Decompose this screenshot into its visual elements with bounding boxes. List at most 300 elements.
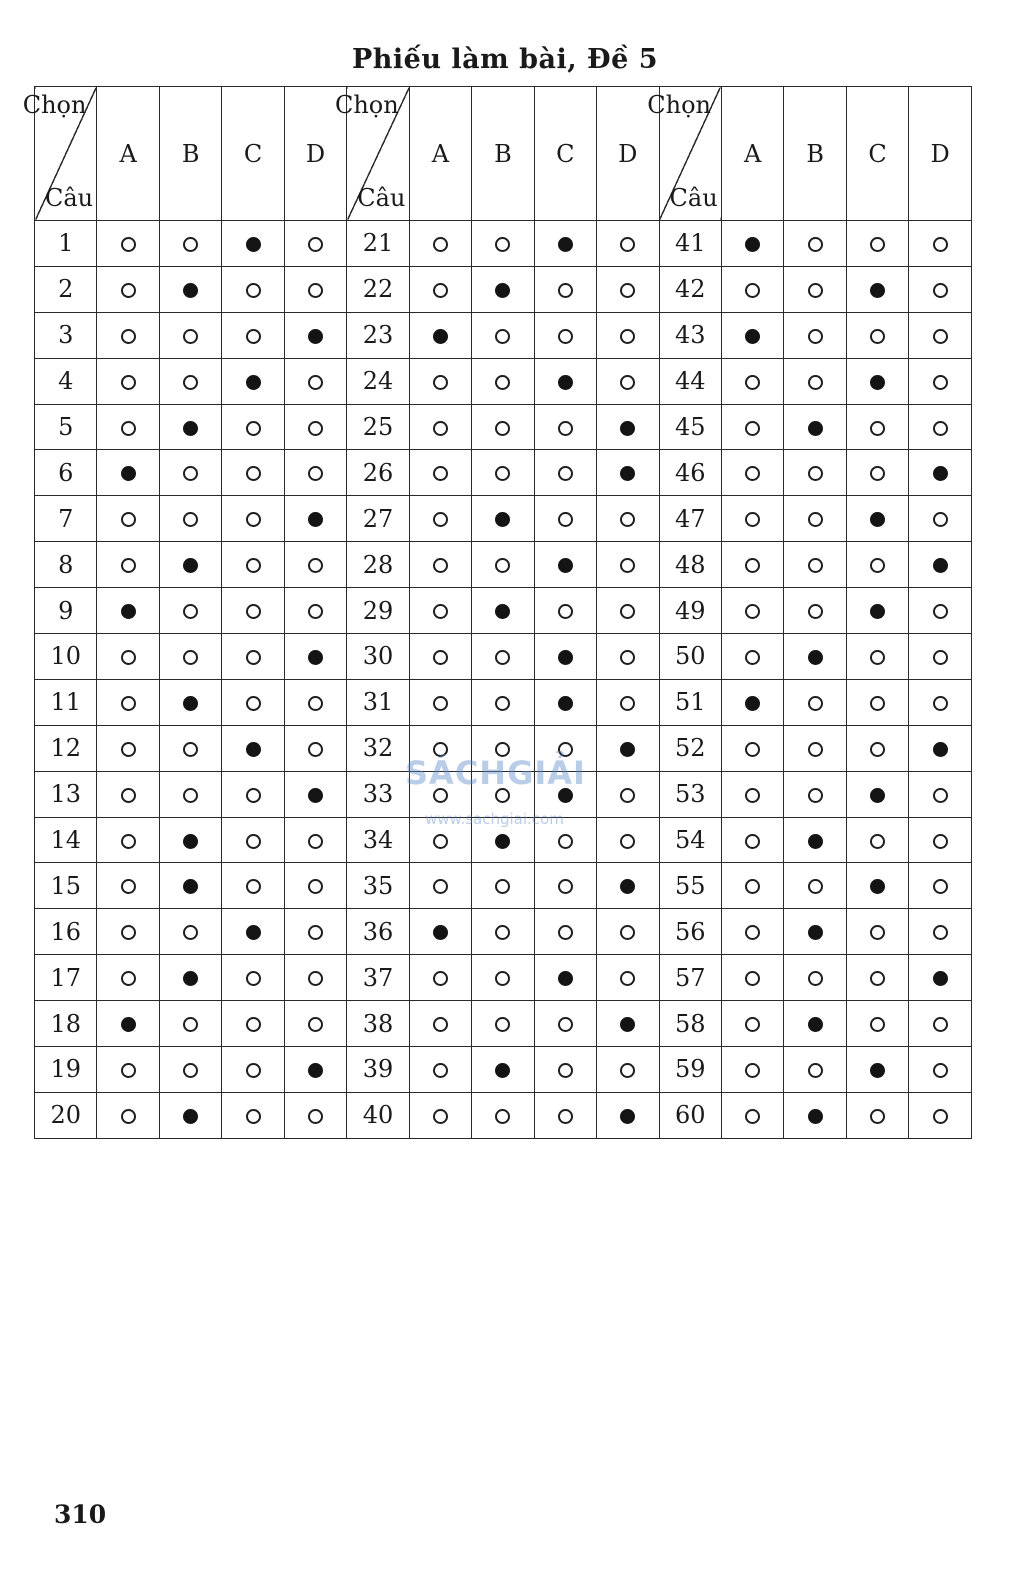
bubble-empty-icon[interactable] — [558, 1063, 573, 1078]
bubble-empty-icon[interactable] — [620, 375, 635, 390]
bubble-empty-icon[interactable] — [183, 788, 198, 803]
bubble-empty-icon[interactable] — [308, 971, 323, 986]
bubble-filled-icon[interactable] — [558, 650, 573, 665]
bubble-filled-icon[interactable] — [308, 788, 323, 803]
bubble-filled-icon[interactable] — [620, 1109, 635, 1124]
answer-cell — [284, 588, 346, 634]
bubble-empty-icon[interactable] — [808, 512, 823, 527]
bubble-filled-icon[interactable] — [246, 237, 261, 252]
question-number: 23 — [347, 312, 409, 358]
bubble-empty-icon[interactable] — [620, 834, 635, 849]
bubble-empty-icon[interactable] — [433, 466, 448, 481]
bubble-filled-icon[interactable] — [808, 421, 823, 436]
bubble-filled-icon[interactable] — [121, 604, 136, 619]
bubble-empty-icon[interactable] — [745, 466, 760, 481]
bubble-empty-icon[interactable] — [558, 1109, 573, 1124]
bubble-filled-icon[interactable] — [433, 329, 448, 344]
answer-cell — [721, 634, 783, 680]
bubble-empty-icon[interactable] — [121, 558, 136, 573]
bubble-filled-icon[interactable] — [121, 466, 136, 481]
bubble-empty-icon[interactable] — [808, 879, 823, 894]
bubble-empty-icon[interactable] — [745, 834, 760, 849]
bubble-empty-icon[interactable] — [745, 650, 760, 665]
answer-cell — [284, 1001, 346, 1047]
bubble-empty-icon[interactable] — [308, 1017, 323, 1032]
bubble-empty-icon[interactable] — [246, 696, 261, 711]
bubble-empty-icon[interactable] — [246, 558, 261, 573]
bubble-empty-icon[interactable] — [246, 329, 261, 344]
question-number: 29 — [347, 588, 409, 634]
bubble-filled-icon[interactable] — [183, 283, 198, 298]
bubble-empty-icon[interactable] — [933, 650, 948, 665]
bubble-empty-icon[interactable] — [433, 421, 448, 436]
bubble-empty-icon[interactable] — [870, 1017, 885, 1032]
bubble-empty-icon[interactable] — [121, 1063, 136, 1078]
bubble-empty-icon[interactable] — [246, 834, 261, 849]
bubble-empty-icon[interactable] — [870, 421, 885, 436]
bubble-empty-icon[interactable] — [745, 375, 760, 390]
bubble-empty-icon[interactable] — [121, 650, 136, 665]
table-row — [35, 358, 972, 404]
bubble-empty-icon[interactable] — [933, 696, 948, 711]
bubble-empty-icon[interactable] — [620, 971, 635, 986]
bubble-empty-icon[interactable] — [433, 558, 448, 573]
bubble-empty-icon[interactable] — [870, 237, 885, 252]
bubble-filled-icon[interactable] — [246, 742, 261, 757]
answer-cell — [846, 496, 908, 542]
bubble-empty-icon[interactable] — [745, 421, 760, 436]
answer-cell — [534, 863, 596, 909]
bubble-empty-icon[interactable] — [808, 558, 823, 573]
bubble-empty-icon[interactable] — [745, 512, 760, 527]
answer-cell — [97, 266, 159, 312]
bubble-empty-icon[interactable] — [933, 237, 948, 252]
bubble-empty-icon[interactable] — [308, 283, 323, 298]
bubble-empty-icon[interactable] — [933, 512, 948, 527]
bubble-empty-icon[interactable] — [870, 925, 885, 940]
header-choose-label: Chọn — [647, 91, 711, 119]
question-number: 47 — [659, 496, 721, 542]
bubble-filled-icon[interactable] — [183, 879, 198, 894]
bubble-empty-icon[interactable] — [558, 879, 573, 894]
bubble-empty-icon[interactable] — [183, 604, 198, 619]
bubble-empty-icon[interactable] — [808, 237, 823, 252]
answer-cell — [222, 266, 284, 312]
answer-cell — [597, 450, 659, 496]
bubble-filled-icon[interactable] — [495, 604, 510, 619]
bubble-empty-icon[interactable] — [870, 329, 885, 344]
bubble-empty-icon[interactable] — [433, 879, 448, 894]
bubble-empty-icon[interactable] — [308, 879, 323, 894]
bubble-filled-icon[interactable] — [808, 1109, 823, 1124]
bubble-filled-icon[interactable] — [183, 696, 198, 711]
bubble-empty-icon[interactable] — [808, 788, 823, 803]
bubble-empty-icon[interactable] — [745, 742, 760, 757]
question-number: 42 — [659, 266, 721, 312]
bubble-empty-icon[interactable] — [246, 283, 261, 298]
bubble-empty-icon[interactable] — [558, 604, 573, 619]
bubble-filled-icon[interactable] — [558, 558, 573, 573]
bubble-filled-icon[interactable] — [870, 788, 885, 803]
bubble-empty-icon[interactable] — [308, 834, 323, 849]
header-question-label: Câu — [45, 184, 94, 212]
answer-cell — [721, 542, 783, 588]
bubble-empty-icon[interactable] — [246, 1109, 261, 1124]
bubble-empty-icon[interactable] — [246, 512, 261, 527]
bubble-empty-icon[interactable] — [620, 237, 635, 252]
answer-cell — [472, 266, 534, 312]
answer-cell — [721, 817, 783, 863]
bubble-filled-icon[interactable] — [933, 742, 948, 757]
bubble-empty-icon[interactable] — [433, 971, 448, 986]
answer-cell — [721, 863, 783, 909]
bubble-empty-icon[interactable] — [121, 834, 136, 849]
bubble-empty-icon[interactable] — [745, 1063, 760, 1078]
bubble-filled-icon[interactable] — [808, 834, 823, 849]
bubble-empty-icon[interactable] — [433, 1017, 448, 1032]
bubble-filled-icon[interactable] — [870, 283, 885, 298]
bubble-empty-icon[interactable] — [495, 925, 510, 940]
bubble-empty-icon[interactable] — [183, 329, 198, 344]
bubble-empty-icon[interactable] — [183, 512, 198, 527]
bubble-empty-icon[interactable] — [620, 696, 635, 711]
bubble-empty-icon[interactable] — [620, 788, 635, 803]
bubble-empty-icon[interactable] — [808, 696, 823, 711]
bubble-filled-icon[interactable] — [745, 696, 760, 711]
bubble-empty-icon[interactable] — [745, 1109, 760, 1124]
answer-cell — [409, 955, 471, 1001]
bubble-empty-icon[interactable] — [870, 971, 885, 986]
bubble-empty-icon[interactable] — [121, 512, 136, 527]
bubble-empty-icon[interactable] — [121, 375, 136, 390]
bubble-filled-icon[interactable] — [870, 879, 885, 894]
bubble-filled-icon[interactable] — [183, 421, 198, 436]
bubble-empty-icon[interactable] — [246, 1017, 261, 1032]
bubble-empty-icon[interactable] — [121, 329, 136, 344]
bubble-empty-icon[interactable] — [933, 879, 948, 894]
bubble-filled-icon[interactable] — [183, 834, 198, 849]
bubble-empty-icon[interactable] — [933, 375, 948, 390]
bubble-empty-icon[interactable] — [933, 421, 948, 436]
bubble-empty-icon[interactable] — [495, 558, 510, 573]
bubble-filled-icon[interactable] — [620, 1017, 635, 1032]
bubble-empty-icon[interactable] — [121, 421, 136, 436]
answer-cell — [97, 817, 159, 863]
bubble-empty-icon[interactable] — [183, 650, 198, 665]
bubble-filled-icon[interactable] — [870, 1063, 885, 1078]
bubble-empty-icon[interactable] — [308, 466, 323, 481]
bubble-empty-icon[interactable] — [558, 283, 573, 298]
answer-cell — [784, 817, 846, 863]
bubble-empty-icon[interactable] — [745, 788, 760, 803]
bubble-empty-icon[interactable] — [558, 925, 573, 940]
bubble-filled-icon[interactable] — [246, 925, 261, 940]
bubble-empty-icon[interactable] — [433, 237, 448, 252]
bubble-empty-icon[interactable] — [558, 1017, 573, 1032]
answer-cell — [909, 725, 972, 771]
bubble-empty-icon[interactable] — [808, 971, 823, 986]
bubble-empty-icon[interactable] — [183, 375, 198, 390]
bubble-empty-icon[interactable] — [808, 283, 823, 298]
bubble-empty-icon[interactable] — [495, 237, 510, 252]
bubble-empty-icon[interactable] — [495, 1109, 510, 1124]
bubble-empty-icon[interactable] — [121, 237, 136, 252]
bubble-empty-icon[interactable] — [495, 466, 510, 481]
bubble-empty-icon[interactable] — [121, 1109, 136, 1124]
bubble-empty-icon[interactable] — [433, 512, 448, 527]
bubble-empty-icon[interactable] — [121, 742, 136, 757]
bubble-empty-icon[interactable] — [933, 834, 948, 849]
bubble-empty-icon[interactable] — [933, 788, 948, 803]
bubble-filled-icon[interactable] — [308, 329, 323, 344]
answer-cell — [784, 1092, 846, 1138]
bubble-empty-icon[interactable] — [121, 788, 136, 803]
bubble-empty-icon[interactable] — [183, 237, 198, 252]
bubble-empty-icon[interactable] — [808, 375, 823, 390]
answer-cell — [597, 909, 659, 955]
bubble-empty-icon[interactable] — [495, 696, 510, 711]
header-choose-label: Chọn — [22, 91, 87, 119]
answer-cell — [597, 955, 659, 1001]
bubble-empty-icon[interactable] — [620, 329, 635, 344]
bubble-empty-icon[interactable] — [933, 604, 948, 619]
answer-cell — [409, 358, 471, 404]
bubble-empty-icon[interactable] — [745, 283, 760, 298]
table-row — [35, 450, 972, 496]
bubble-empty-icon[interactable] — [308, 604, 323, 619]
bubble-empty-icon[interactable] — [246, 421, 261, 436]
bubble-filled-icon[interactable] — [808, 1017, 823, 1032]
answer-cell — [159, 221, 221, 267]
bubble-empty-icon[interactable] — [495, 971, 510, 986]
bubble-filled-icon[interactable] — [183, 558, 198, 573]
question-number: 15 — [35, 863, 97, 909]
bubble-empty-icon[interactable] — [745, 879, 760, 894]
bubble-empty-icon[interactable] — [745, 558, 760, 573]
bubble-empty-icon[interactable] — [933, 1063, 948, 1078]
bubble-empty-icon[interactable] — [308, 1109, 323, 1124]
answer-cell — [409, 450, 471, 496]
bubble-empty-icon[interactable] — [433, 375, 448, 390]
bubble-empty-icon[interactable] — [495, 329, 510, 344]
answer-cell — [284, 817, 346, 863]
bubble-empty-icon[interactable] — [745, 604, 760, 619]
bubble-filled-icon[interactable] — [433, 925, 448, 940]
bubble-empty-icon[interactable] — [308, 421, 323, 436]
bubble-empty-icon[interactable] — [308, 696, 323, 711]
bubble-empty-icon[interactable] — [933, 1017, 948, 1032]
bubble-empty-icon[interactable] — [870, 466, 885, 481]
bubble-filled-icon[interactable] — [558, 696, 573, 711]
answer-cell — [284, 955, 346, 1001]
bubble-filled-icon[interactable] — [870, 375, 885, 390]
table-row — [35, 404, 972, 450]
bubble-empty-icon[interactable] — [745, 971, 760, 986]
bubble-empty-icon[interactable] — [808, 742, 823, 757]
bubble-empty-icon[interactable] — [308, 742, 323, 757]
bubble-empty-icon[interactable] — [870, 650, 885, 665]
bubble-empty-icon[interactable] — [808, 1063, 823, 1078]
answer-cell — [222, 542, 284, 588]
bubble-filled-icon[interactable] — [808, 925, 823, 940]
bubble-empty-icon[interactable] — [308, 375, 323, 390]
question-number: 36 — [347, 909, 409, 955]
bubble-empty-icon[interactable] — [558, 421, 573, 436]
bubble-filled-icon[interactable] — [870, 604, 885, 619]
answer-cell — [159, 496, 221, 542]
bubble-filled-icon[interactable] — [308, 650, 323, 665]
answer-cell — [222, 496, 284, 542]
bubble-empty-icon[interactable] — [246, 788, 261, 803]
answer-cell — [222, 221, 284, 267]
bubble-empty-icon[interactable] — [620, 604, 635, 619]
table-row — [35, 1092, 972, 1138]
bubble-empty-icon[interactable] — [308, 558, 323, 573]
bubble-filled-icon[interactable] — [933, 971, 948, 986]
bubble-filled-icon[interactable] — [808, 650, 823, 665]
bubble-empty-icon[interactable] — [620, 650, 635, 665]
bubble-empty-icon[interactable] — [808, 604, 823, 619]
bubble-filled-icon[interactable] — [121, 1017, 136, 1032]
question-number: 17 — [35, 955, 97, 1001]
bubble-empty-icon[interactable] — [558, 466, 573, 481]
bubble-empty-icon[interactable] — [433, 604, 448, 619]
answer-cell — [534, 450, 596, 496]
bubble-filled-icon[interactable] — [308, 1063, 323, 1078]
answer-cell — [846, 725, 908, 771]
bubble-empty-icon[interactable] — [246, 971, 261, 986]
answer-cell — [472, 1047, 534, 1093]
bubble-filled-icon[interactable] — [933, 558, 948, 573]
answer-cell — [721, 358, 783, 404]
bubble-empty-icon[interactable] — [808, 329, 823, 344]
answer-cell — [534, 955, 596, 1001]
answer-cell — [534, 1001, 596, 1047]
bubble-empty-icon[interactable] — [121, 971, 136, 986]
bubble-filled-icon[interactable] — [495, 1063, 510, 1078]
answer-cell — [97, 1001, 159, 1047]
bubble-empty-icon[interactable] — [620, 512, 635, 527]
answer-cell — [97, 588, 159, 634]
bubble-empty-icon[interactable] — [933, 283, 948, 298]
bubble-empty-icon[interactable] — [433, 283, 448, 298]
bubble-empty-icon[interactable] — [870, 696, 885, 711]
bubble-empty-icon[interactable] — [933, 925, 948, 940]
bubble-empty-icon[interactable] — [558, 512, 573, 527]
answer-cell — [784, 221, 846, 267]
answer-cell — [909, 909, 972, 955]
bubble-empty-icon[interactable] — [183, 742, 198, 757]
bubble-empty-icon[interactable] — [308, 237, 323, 252]
answer-cell — [284, 221, 346, 267]
bubble-empty-icon[interactable] — [433, 1063, 448, 1078]
bubble-empty-icon[interactable] — [620, 925, 635, 940]
header-option-c: C — [846, 87, 908, 221]
bubble-empty-icon[interactable] — [620, 283, 635, 298]
table-row — [35, 588, 972, 634]
bubble-filled-icon[interactable] — [870, 512, 885, 527]
bubble-filled-icon[interactable] — [620, 466, 635, 481]
bubble-empty-icon[interactable] — [121, 283, 136, 298]
answer-cell — [846, 588, 908, 634]
bubble-empty-icon[interactable] — [808, 466, 823, 481]
bubble-filled-icon[interactable] — [558, 237, 573, 252]
bubble-empty-icon[interactable] — [495, 1017, 510, 1032]
answer-cell — [721, 496, 783, 542]
bubble-empty-icon[interactable] — [745, 1017, 760, 1032]
bubble-filled-icon[interactable] — [495, 283, 510, 298]
bubble-filled-icon[interactable] — [933, 466, 948, 481]
bubble-empty-icon[interactable] — [870, 742, 885, 757]
bubble-filled-icon[interactable] — [246, 375, 261, 390]
bubble-empty-icon[interactable] — [870, 1109, 885, 1124]
bubble-empty-icon[interactable] — [246, 1063, 261, 1078]
bubble-empty-icon[interactable] — [246, 879, 261, 894]
bubble-empty-icon[interactable] — [495, 421, 510, 436]
bubble-filled-icon[interactable] — [745, 329, 760, 344]
question-number: 19 — [35, 1047, 97, 1093]
answer-cell — [159, 588, 221, 634]
answer-cell — [534, 909, 596, 955]
bubble-filled-icon[interactable] — [558, 971, 573, 986]
question-number: 40 — [347, 1092, 409, 1138]
bubble-empty-icon[interactable] — [433, 650, 448, 665]
bubble-empty-icon[interactable] — [495, 375, 510, 390]
bubble-filled-icon[interactable] — [620, 742, 635, 757]
bubble-empty-icon[interactable] — [433, 696, 448, 711]
bubble-empty-icon[interactable] — [495, 879, 510, 894]
bubble-filled-icon[interactable] — [620, 879, 635, 894]
bubble-empty-icon[interactable] — [121, 879, 136, 894]
bubble-filled-icon[interactable] — [620, 421, 635, 436]
bubble-empty-icon[interactable] — [558, 329, 573, 344]
bubble-empty-icon[interactable] — [121, 696, 136, 711]
bubble-filled-icon[interactable] — [183, 1109, 198, 1124]
bubble-empty-icon[interactable] — [246, 604, 261, 619]
bubble-empty-icon[interactable] — [495, 650, 510, 665]
header-option-b: B — [472, 87, 534, 221]
bubble-filled-icon[interactable] — [558, 375, 573, 390]
bubble-empty-icon[interactable] — [246, 466, 261, 481]
bubble-empty-icon[interactable] — [933, 1109, 948, 1124]
bubble-empty-icon[interactable] — [620, 558, 635, 573]
bubble-empty-icon[interactable] — [183, 1063, 198, 1078]
bubble-empty-icon[interactable] — [870, 834, 885, 849]
answer-cell — [409, 221, 471, 267]
bubble-empty-icon[interactable] — [183, 1017, 198, 1032]
answer-cell — [784, 909, 846, 955]
bubble-empty-icon[interactable] — [870, 558, 885, 573]
bubble-empty-icon[interactable] — [745, 925, 760, 940]
bubble-empty-icon[interactable] — [933, 329, 948, 344]
answer-cell — [534, 358, 596, 404]
bubble-empty-icon[interactable] — [121, 925, 136, 940]
bubble-empty-icon[interactable] — [183, 925, 198, 940]
bubble-filled-icon[interactable] — [745, 237, 760, 252]
answer-cell — [222, 725, 284, 771]
answer-cell — [222, 909, 284, 955]
bubble-empty-icon[interactable] — [246, 650, 261, 665]
bubble-filled-icon[interactable] — [308, 512, 323, 527]
bubble-empty-icon[interactable] — [308, 925, 323, 940]
bubble-empty-icon[interactable] — [433, 1109, 448, 1124]
answer-cell — [409, 1047, 471, 1093]
answer-cell — [409, 266, 471, 312]
bubble-empty-icon[interactable] — [620, 1063, 635, 1078]
bubble-filled-icon[interactable] — [495, 512, 510, 527]
bubble-filled-icon[interactable] — [183, 971, 198, 986]
bubble-empty-icon[interactable] — [183, 466, 198, 481]
